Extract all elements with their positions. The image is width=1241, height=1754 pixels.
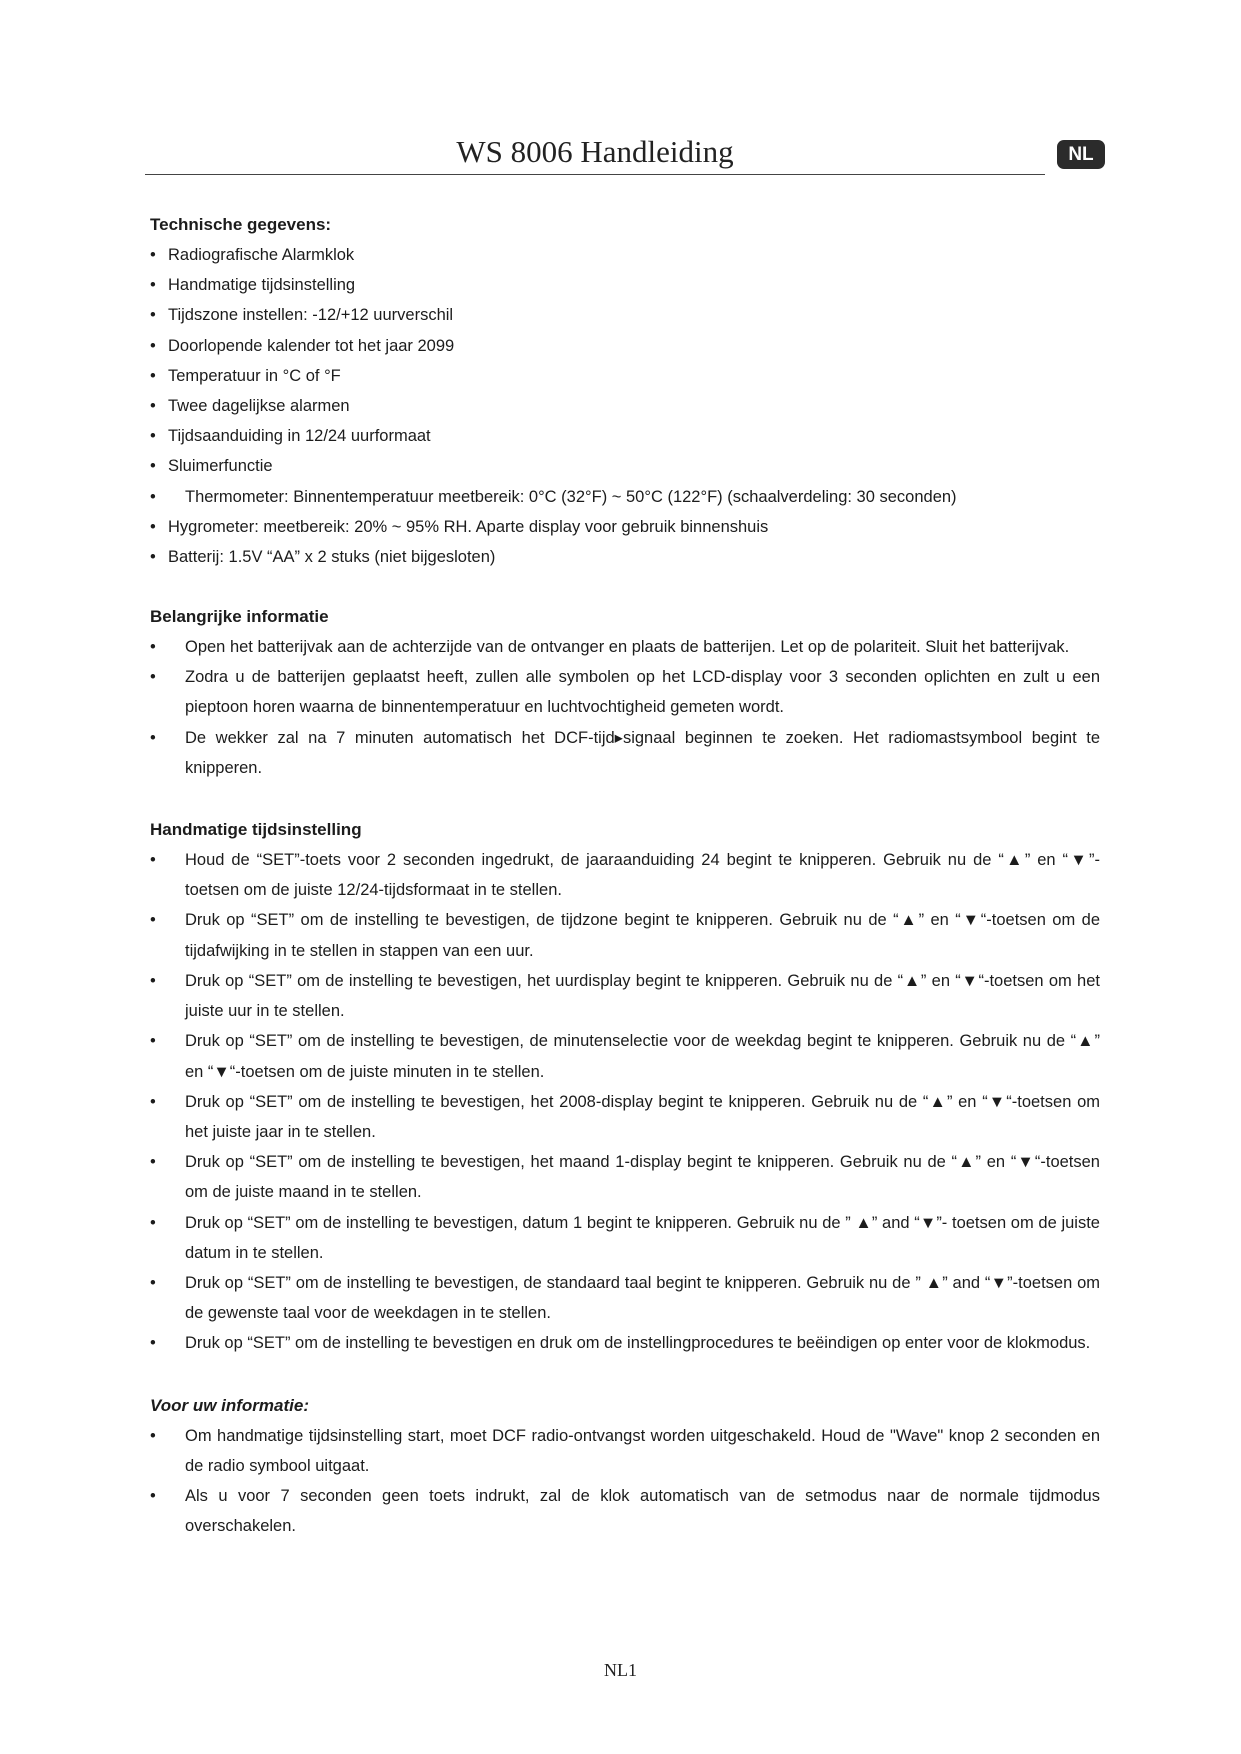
list-item: • De wekker zal na 7 minuten automatisch het DCF-tijd▸signaal beginnen te zoeken. Het radiomastsymbool begint te knipperen. (150, 723, 1100, 783)
list-item: • Druk op “SET” om de instelling te bevestigen, de minutenselectie voor de weekdag begint te knipperen. Gebruik nu de “▲” en “▼“-toetsen om de juiste minuten in te stellen. (150, 1026, 1100, 1086)
section-for-your-information (150, 1391, 1100, 1542)
list-item: • Temperatuur in °C of °F (150, 361, 1100, 391)
page-header (145, 130, 1045, 176)
section-heading: Voor uw informatie: (150, 1395, 309, 1415)
list-item: • Batterij: 1.5V “AA” x 2 stuks (niet bijgesloten) (150, 542, 1100, 572)
list-item: • Hygrometer: meetbereik: 20% ~ 95% RH. Aparte display voor gebruik binnenshuis (150, 512, 1100, 542)
list-item: • Tijdsaanduiding in 12/24 uurformaat (150, 421, 1100, 451)
list-item: • Thermometer: Binnentemperatuur meetbereik: 0°C (32°F) ~ 50°C (122°F) (schaalverdeling: 30 seconden) (150, 482, 1100, 512)
page-content (150, 210, 1100, 1541)
list-item: • Druk op “SET” om de instelling te bevestigen, het 2008-display begint te knipperen. Gebruik nu de “▲” en “▼“-toetsen om het juiste jaar in te stellen. (150, 1087, 1100, 1147)
language-badge: NL (1057, 140, 1105, 169)
important-info-list (150, 632, 1100, 783)
section-manual-time-setting (150, 815, 1100, 1358)
list-item: • Radiografische Alarmklok (150, 240, 1100, 270)
section-important-info (150, 602, 1100, 783)
list-item: • Druk op “SET” om de instelling te bevestigen en druk om de instellingprocedures te beëindigen op enter voor de klokmodus. (150, 1328, 1100, 1358)
list-item: • Druk op “SET” om de instelling te bevestigen, het uurdisplay begint te knipperen. Gebruik nu de “▲” en “▼“-toetsen om het juiste uur in te stellen. (150, 966, 1100, 1026)
list-item: • Doorlopende kalender tot het jaar 2099 (150, 331, 1100, 361)
section-heading: Handmatige tijdsinstelling (150, 820, 362, 840)
list-item: • Twee dagelijkse alarmen (150, 391, 1100, 421)
list-item: • Handmatige tijdsinstelling (150, 270, 1100, 300)
list-item: • Houd de “SET”-toets voor 2 seconden ingedrukt, de jaaraanduiding 24 begint te knipperen. Gebruik nu de “▲” en “▼”-toetsen om de juiste 12/24-tijdsformaat in te stellen. (150, 845, 1100, 905)
list-item: • Open het batterijvak aan de achterzijde van de ontvanger en plaats de batterijen. Let op de polariteit. Sluit het batterijvak. (150, 632, 1100, 662)
section-heading: Belangrijke informatie (150, 607, 329, 627)
list-item: • Druk op “SET” om de instelling te bevestigen, de tijdzone begint te knipperen. Gebruik nu de “▲” en “▼“-toetsen om de tijdafwijking in te stellen in stappen van een uur. (150, 905, 1100, 965)
document-title: WS 8006 Handleiding (456, 134, 734, 169)
header-rule (145, 174, 1045, 175)
section-heading: Technische gegevens: (150, 215, 332, 234)
list-item: • Tijdszone instellen: -12/+12 uurverschil (150, 300, 1100, 330)
manual-setting-steps (150, 845, 1100, 1358)
list-item: • Als u voor 7 seconden geen toets indrukt, zal de klok automatisch van de setmodus naar de normale tijdmodus overschakelen. (150, 1481, 1100, 1541)
page-number: NL1 (604, 1660, 637, 1680)
list-item: • Zodra u de batterijen geplaatst heeft, zullen alle symbolen op het LCD-display voor 3 seconden oplichten en zult u een pieptoon horen waarna de binnentemperatuur en luchtvochtigheid gemeten wordt. (150, 662, 1100, 722)
tech-spec-list (150, 240, 1100, 572)
list-item: • Sluimerfunctie (150, 451, 1100, 481)
list-item: • Druk op “SET” om de instelling te bevestigen, het maand 1-display begint te knipperen. Gebruik nu de “▲” en “▼“-toetsen om de juiste maand in te stellen. (150, 1147, 1100, 1207)
section-technical-data (150, 210, 1100, 572)
list-item: • Druk op “SET” om de instelling te bevestigen, de standaard taal begint te knipperen. Gebruik nu de ” ▲” and “▼”-toetsen om de gewenste taal voor de weekdagen in te stellen. (150, 1268, 1100, 1328)
info-list (150, 1421, 1100, 1542)
list-item: • Druk op “SET” om de instelling te bevestigen, datum 1 begint te knipperen. Gebruik nu de ” ▲” and “▼”- toetsen om de juiste datum in te stellen. (150, 1208, 1100, 1268)
list-item: • Om handmatige tijdsinstelling start, moet DCF radio-ontvangst worden uitgeschakeld. Houd de "Wave" knop 2 seconden en de radio symbool uitgaat. (150, 1421, 1100, 1481)
